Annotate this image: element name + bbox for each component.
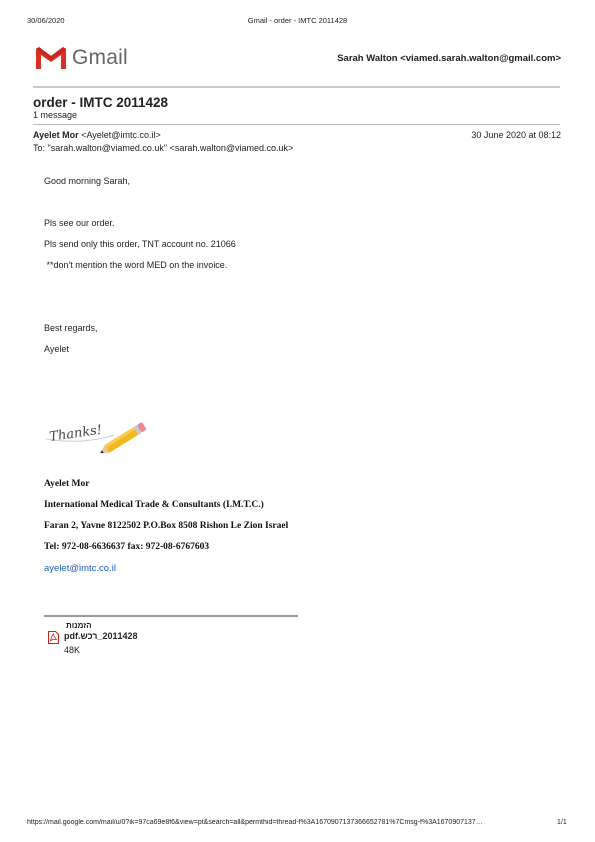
gmail-envelope-icon <box>35 46 67 70</box>
print-page-number: 1/1 <box>557 819 567 826</box>
body-closing: Best regards, <box>44 323 98 333</box>
recipient-line: To: "sarah.walton@viamed.co.uk" <sarah.walton@viamed.co.uk> <box>33 143 294 153</box>
signature-phones: Tel: 972-08-6636637 fax: 972-08-6767603 <box>44 542 210 552</box>
print-title: Gmail - order - IMTC 2011428 <box>247 16 348 25</box>
signature-name: Ayelet Mor <box>44 479 90 489</box>
attachment-label: הזמנות <box>66 621 92 630</box>
sender-line <box>33 130 161 140</box>
signature-company: International Medical Trade & Consultants (I.M.T.C.) <box>44 500 264 510</box>
sender-name: Ayelet Mor <box>33 130 79 140</box>
subject-divider <box>33 124 560 125</box>
thanks-signature-image <box>44 405 146 465</box>
print-date: 30/06/2020 <box>27 16 65 25</box>
thread-subject: order - IMTC 2011428 <box>33 95 169 110</box>
body-name: Ayelet <box>44 344 69 354</box>
body-line-1: Pls see our order. <box>44 218 115 228</box>
body-line-2: Pls send only this order, TNT account no. 21066 <box>44 239 236 249</box>
sender-email: <Ayelet@imtc.co.il> <box>81 130 161 140</box>
account-label: Sarah Walton <viamed.sarah.walton@gmail.com> <box>337 53 561 64</box>
signature-email-link[interactable]: ayelet@imtc.co.il <box>44 563 116 574</box>
attachment-filename[interactable]: 2011428_רכש.pdf <box>64 631 138 641</box>
print-footer-url: https://mail.google.com/mail/u/0?ik=97ca69e8f6&view=pt&search=all&permthid=thread-f%3A1670907137366652781%7Cmsg-f%3A1670907137… <box>27 819 483 826</box>
pdf-file-icon[interactable] <box>48 631 59 644</box>
message-date: 30 June 2020 at 08:12 <box>471 130 561 140</box>
body-greeting: Good morning Sarah, <box>44 176 131 186</box>
thanks-image-text: Thanks! <box>48 422 103 445</box>
gmail-logo[interactable] <box>35 46 67 75</box>
message-count: 1 message <box>33 110 78 120</box>
gmail-logo-text: Gmail <box>72 46 128 69</box>
attachment-size: 48K <box>64 645 81 655</box>
signature-address: Faran 2, Yavne 8122502 P.O.Box 8508 Rishon Le Zion Israel <box>44 521 289 531</box>
body-line-3: **don't mention the word MED on the invoice. <box>44 260 228 270</box>
attachment-divider <box>44 615 298 617</box>
header-divider <box>33 86 560 88</box>
